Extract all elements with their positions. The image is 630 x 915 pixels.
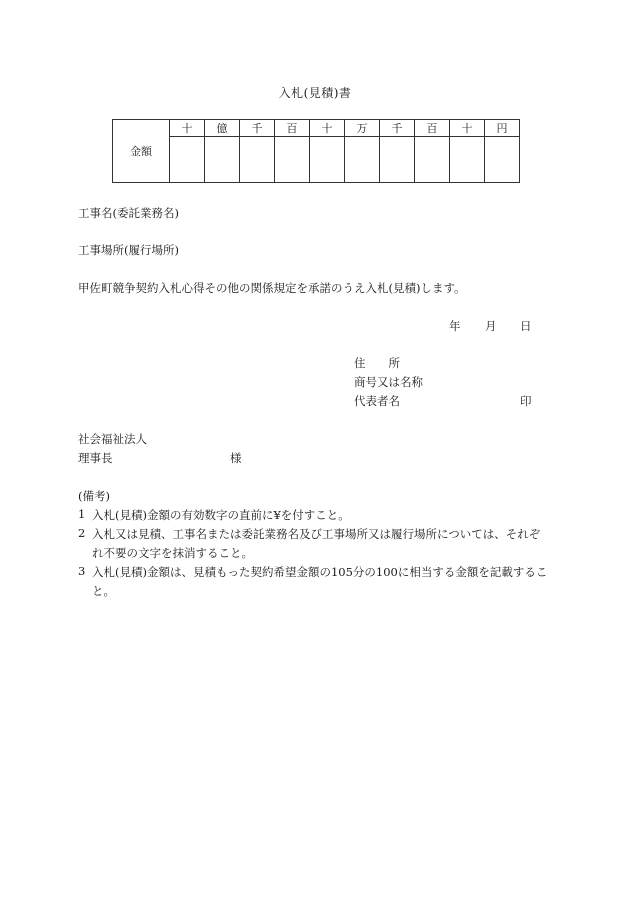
addressee-honorific: 様	[230, 451, 242, 465]
amount-cell-ju[interactable]	[450, 137, 485, 183]
amount-label: 金額	[113, 120, 170, 183]
remark-3-continuation: と。	[92, 584, 115, 598]
remark-3-number: 3	[78, 564, 86, 578]
date-day: 日	[520, 319, 532, 333]
amount-table	[112, 119, 520, 183]
date-year: 年	[449, 319, 461, 333]
addressee-org: 社会福祉法人	[78, 432, 147, 446]
amount-cell-senman[interactable]	[240, 137, 275, 183]
remarks-heading: (備考)	[78, 489, 110, 503]
amount-cell-man[interactable]	[345, 137, 380, 183]
unit-sen: 千	[380, 120, 415, 137]
trade-name-label: 商号又は名称	[354, 375, 423, 389]
amount-cell-hyakuman[interactable]	[275, 137, 310, 183]
unit-juman: 十	[310, 120, 345, 137]
unit-yen: 円	[485, 120, 520, 137]
unit-man: 万	[345, 120, 380, 137]
remark-2-number: 2	[78, 526, 86, 540]
amount-cell-juman[interactable]	[310, 137, 345, 183]
remark-2-text: 入札又は見積、工事名または委託業務名及び工事場所又は履行場所については、それぞ	[92, 527, 541, 541]
unit-senman: 千	[240, 120, 275, 137]
date-month: 月	[485, 319, 497, 333]
work-name-label: 工事名(委託業務名)	[78, 206, 179, 220]
declaration-text: 甲佐町競争契約入札心得その他の関係規定を承諾のうえ入札(見積)します。	[78, 281, 466, 295]
document-title: 入札(見積)書	[278, 86, 352, 100]
unit-ju: 十	[450, 120, 485, 137]
address-label: 住 所	[354, 356, 400, 370]
unit-juoku: 十	[170, 120, 205, 137]
amount-cell-sen[interactable]	[380, 137, 415, 183]
unit-hyaku: 百	[415, 120, 450, 137]
amount-cell-juoku[interactable]	[170, 137, 205, 183]
representative-label: 代表者名	[354, 394, 400, 408]
unit-oku: 億	[205, 120, 240, 137]
amount-cell-oku[interactable]	[205, 137, 240, 183]
seal-mark: 印	[520, 394, 532, 408]
addressee-title: 理事長	[78, 451, 113, 465]
unit-hyakuman: 百	[275, 120, 310, 137]
remark-3-text: 入札(見積)金額は、見積もった契約希望金額の105分の100に相当する金額を記載するこ	[92, 565, 548, 579]
work-place-label: 工事場所(履行場所)	[78, 243, 179, 257]
remark-2-continuation: れ不要の文字を抹消すること。	[92, 546, 253, 560]
amount-cell-hyaku[interactable]	[415, 137, 450, 183]
amount-cell-yen[interactable]	[485, 137, 520, 183]
remark-1-number: 1	[78, 507, 86, 521]
remark-1-text: 入札(見積)金額の有効数字の直前に¥を付すこと。	[92, 508, 350, 522]
